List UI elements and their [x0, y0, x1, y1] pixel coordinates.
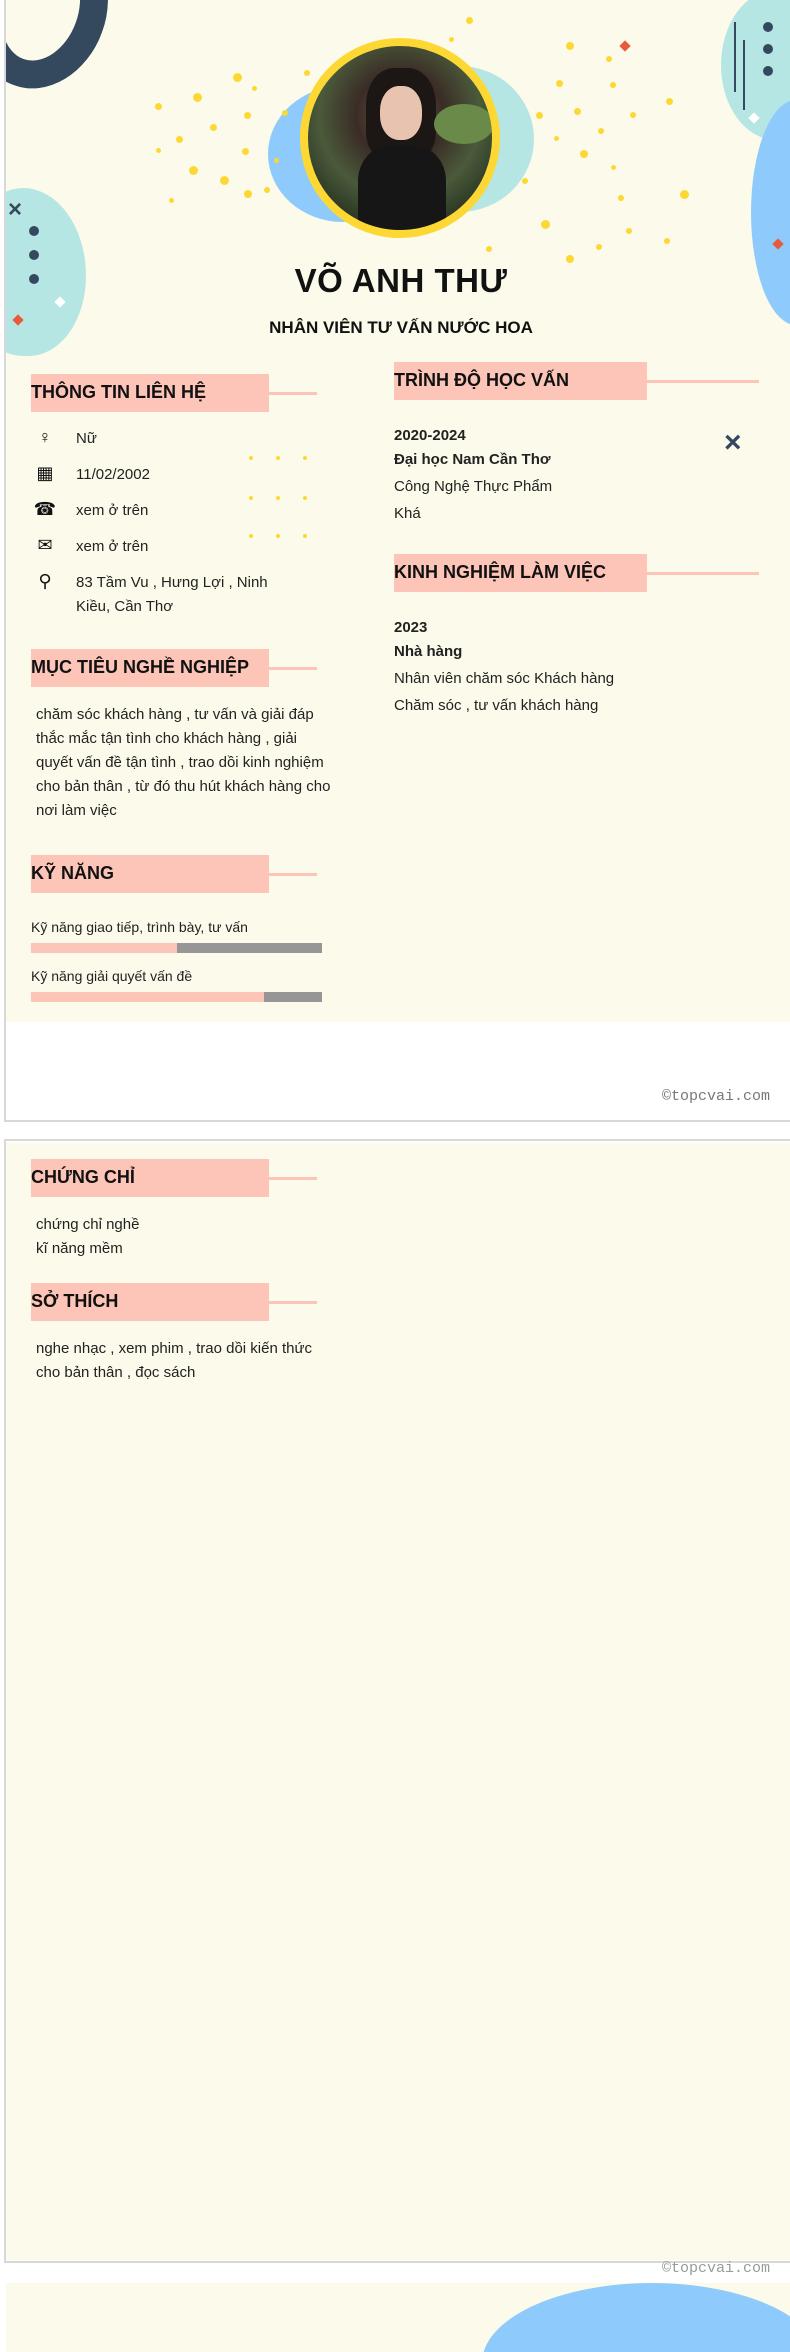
job-title: NHÂN VIÊN TƯ VẤN NƯỚC HOA	[269, 318, 533, 337]
grid-dot	[249, 496, 253, 500]
section-rule	[269, 873, 317, 876]
confetti-dot	[233, 73, 242, 82]
experience-duty: Chăm sóc , tư vấn khách hàng	[394, 697, 599, 714]
location-pin-icon: ⚲	[38, 570, 52, 591]
navy-dot	[29, 226, 39, 236]
confetti-dot	[610, 82, 616, 88]
confetti-dot	[449, 37, 454, 42]
avatar-face	[380, 86, 422, 140]
experience-company: Nhà hàng	[394, 643, 463, 660]
confetti-dot	[536, 112, 543, 119]
close-icon: ×	[724, 426, 742, 459]
watermark: ©topcvai.com	[661, 2260, 770, 2277]
watermark: ©topcvai.com	[661, 1088, 770, 1105]
confetti-dot	[611, 165, 616, 170]
navy-line	[743, 40, 745, 110]
education-period: 2020-2024	[394, 427, 466, 444]
skill-bar	[31, 943, 322, 953]
grid-dot	[303, 456, 307, 460]
experience-section-title: KINH NGHIỆM LÀM VIỆC	[394, 554, 647, 592]
experience-year: 2023	[394, 619, 428, 636]
confetti-dot	[242, 148, 249, 155]
confetti-dot	[220, 176, 229, 185]
email-icon: ✉	[37, 534, 53, 555]
grid-dot	[276, 534, 280, 538]
objective-section-title: MỤC TIÊU NGHỀ NGHIỆP	[31, 649, 269, 687]
section-rule	[647, 572, 759, 575]
phone-value: xem ở trên	[76, 502, 149, 519]
section-rule	[269, 1301, 317, 1304]
confetti-dot	[566, 42, 574, 50]
confetti-dot	[541, 220, 550, 229]
confetti-dot	[193, 93, 202, 102]
confetti-dot	[156, 148, 161, 153]
skill-bar	[31, 992, 322, 1002]
confetti-dot	[680, 190, 689, 199]
confetti-dot	[606, 56, 612, 62]
skill-label: Kỹ năng giải quyết vấn đề	[31, 968, 193, 984]
experience-role: Nhân viên chăm sóc Khách hàng	[394, 670, 615, 687]
certificate-item: kĩ năng mềm	[36, 1240, 123, 1257]
hobbies-text: nghe nhạc , xem phim , trao dồi kiến thức cho bản thân , đọc sách	[36, 1340, 313, 1381]
confetti-dot	[210, 124, 217, 131]
birthday-value: 11/02/2002	[76, 466, 150, 483]
objective-text: chăm sóc khách hàng , tư vấn và giải đáp thắc mắc tận tình cho khách hàng , giải quyết vấn đề tận tình , trao dồi kinh nghiệm cho bản thân , từ đó thu hút khách hàng cho nơi làm việc	[36, 706, 331, 819]
education-school: Đại học Nam Cần Thơ	[394, 451, 551, 468]
confetti-dot	[304, 70, 310, 76]
education-major: Công Nghệ Thực Phẩm	[394, 478, 553, 495]
confetti-dot	[466, 17, 473, 24]
confetti-dot	[252, 86, 257, 91]
grid-dot	[303, 534, 307, 538]
avatar-dress	[358, 146, 446, 238]
hobbies-section-title: SỞ THÍCH	[31, 1283, 269, 1321]
blue-blob-bottom	[482, 2283, 790, 2352]
phone-icon: ☎	[33, 498, 57, 519]
navy-dot	[763, 44, 773, 54]
grid-dot	[276, 456, 280, 460]
confetti-dot	[618, 195, 624, 201]
skill-bar-fill	[31, 943, 177, 953]
address-value: 83 Tầm Vu , Hưng Lợi , Ninh Kiều, Cần Thơ	[76, 574, 268, 615]
grid-dot	[276, 496, 280, 500]
skill-bar-fill	[31, 992, 264, 1002]
confetti-dot	[264, 187, 270, 193]
confetti-dot	[554, 136, 559, 141]
education-section-title: TRÌNH ĐỘ HỌC VẤN	[394, 362, 647, 400]
skill-label: Kỹ năng giao tiếp, trình bày, tư vấn	[31, 919, 248, 935]
confetti-dot	[598, 128, 604, 134]
navy-arc-decoration	[6, 0, 129, 107]
contact-section-title: THÔNG TIN LIÊN HỆ	[31, 374, 269, 412]
confetti-dot	[626, 228, 632, 234]
cv-page-1	[6, 0, 790, 1022]
cv-page-2	[6, 1143, 790, 2260]
confetti-dot	[155, 103, 162, 110]
section-rule	[269, 1177, 317, 1180]
avatar-plant	[434, 104, 494, 144]
navy-dot	[763, 66, 773, 76]
grid-dot	[249, 456, 253, 460]
education-grade: Khá	[394, 505, 421, 522]
grid-dot	[303, 496, 307, 500]
confetti-dot	[282, 110, 288, 116]
confetti-dot	[574, 108, 581, 115]
confetti-dot	[630, 112, 636, 118]
confetti-dot	[664, 238, 670, 244]
confetti-dot	[556, 80, 563, 87]
confetti-dot	[244, 112, 251, 119]
red-diamond	[619, 40, 630, 51]
certificate-item: chứng chỉ nghề	[36, 1216, 140, 1233]
confetti-dot	[244, 190, 252, 198]
cv-page-3	[6, 2283, 790, 2352]
navy-line	[734, 22, 736, 92]
confetti-dot	[522, 178, 528, 184]
confetti-dot	[486, 246, 492, 252]
confetti-dot	[189, 166, 198, 175]
navy-dot	[763, 22, 773, 32]
calendar-icon: ▦	[36, 462, 54, 483]
confetti-dot	[176, 136, 183, 143]
confetti-dot	[580, 150, 588, 158]
confetti-dot	[169, 198, 174, 203]
section-rule	[269, 392, 317, 395]
section-rule	[269, 667, 317, 670]
candidate-name: VÕ ANH THƯ	[294, 262, 508, 299]
close-icon: ×	[8, 196, 23, 223]
gender-female-icon: ♀	[38, 426, 52, 447]
skills-section-title: KỸ NĂNG	[31, 855, 269, 893]
navy-dot	[29, 250, 39, 260]
grid-dot	[249, 534, 253, 538]
confetti-dot	[596, 244, 602, 250]
confetti-dot	[274, 158, 279, 163]
section-rule	[647, 380, 759, 383]
confetti-dot	[666, 98, 673, 105]
email-value: xem ở trên	[76, 538, 149, 555]
avatar	[300, 38, 500, 238]
certificates-section-title: CHỨNG CHỈ	[31, 1159, 269, 1197]
gender-value: Nữ	[76, 430, 97, 447]
